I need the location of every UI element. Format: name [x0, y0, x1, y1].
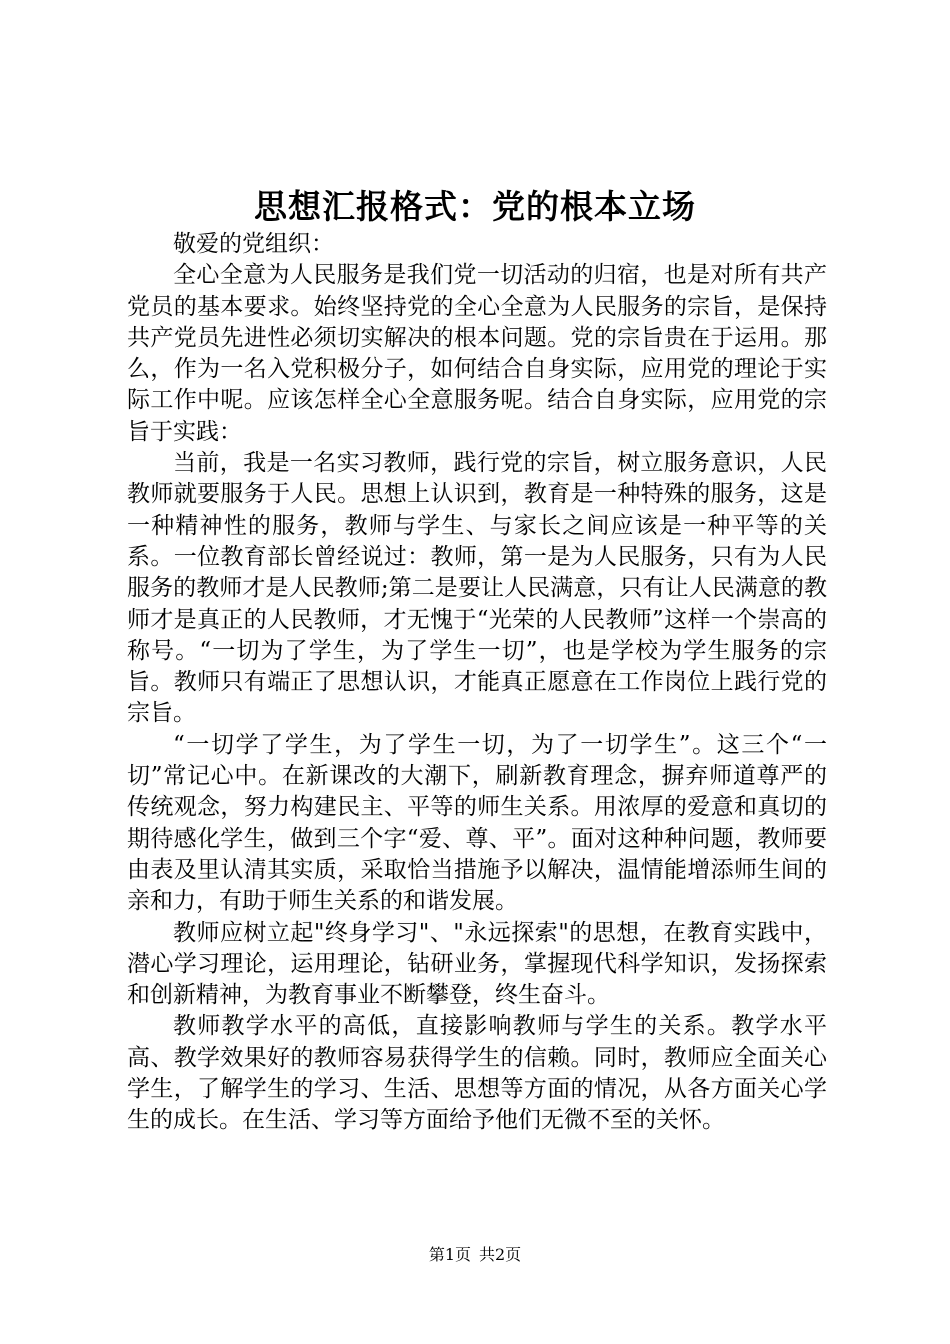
paragraph-1: 全心全意为人民服务是我们党一切活动的归宿，也是对所有共产党员的基本要求。始终坚持党的全心全意为人民服务的宗旨，是保持共产党员先进性必须切实解决的根本问题。党的宗旨贵在于运用。那么，作为一名入党积极分子，如何结合自身实际，应用党的理论于实际工作中呢。应该怎样全心全意服务呢。结合自身实际，应用党的宗旨于实践： [127, 262, 827, 445]
document-title: 思想汇报格式：党的根本立场 [254, 187, 696, 226]
salutation: 敬爱的党组织： [173, 231, 334, 257]
paragraph-2: 当前，我是一名实习教师，践行党的宗旨，树立服务意识，人民教师就要服务于人民。思想上认识到，教育是一种特殊的服务，这是一种精神性的服务，教师与学生、与家长之间应该是一种平等的关系。一位教育部长曾经说过：教师，第一是为人民服务，只有为人民服务的教师才是人民教师;第二是要让人民满意，只有让人民满意的教师才是真正的人民教师，才无愧于“光荣的人民教师”这样一个崇高的称号。“一切为了学生，为了学生一切”，也是学校为学生服务的宗旨。教师只有端正了思想认识，才能真正愿意在工作岗位上践行党的宗旨。 [127, 450, 827, 727]
document-body [127, 229, 827, 1137]
page-footer [0, 1244, 950, 1266]
page-number-current: 第1页 [428, 1245, 471, 1264]
paragraph-4: 教师应树立起"终身学习"、"永远探索"的思想，在教育实践中，潜心学习理论，运用理论，钻研业务，掌握现代科学知识，发扬探索和创新精神，为教育事业不断攀登，终生奋斗。 [127, 919, 827, 1009]
page-number-total: 共2页 [479, 1245, 522, 1264]
paragraph-5: 教师教学水平的高低，直接影响教师与学生的关系。教学水平高、教学效果好的教师容易获得学生的信赖。同时，教师应全面关心学生，了解学生的学习、生活、思想等方面的情况，从各方面关心学生的成长。在生活、学习等方面给予他们无微不至的关怀。 [127, 1013, 827, 1134]
paragraph-3: “一切学了学生，为了学生一切，为了一切学生”。这三个“一切”常记心中。在新课改的大潮下，刷新教育理念，摒弃师道尊严的传统观念，努力构建民主、平等的师生关系。用浓厚的爱意和真切的期待感化学生，做到三个字“爱、尊、平”。面对这种种问题，教师要由表及里认清其实质，采取恰当措施予以解决，温情能增添师生间的亲和力，有助于师生关系的和谐发展。 [127, 731, 827, 915]
